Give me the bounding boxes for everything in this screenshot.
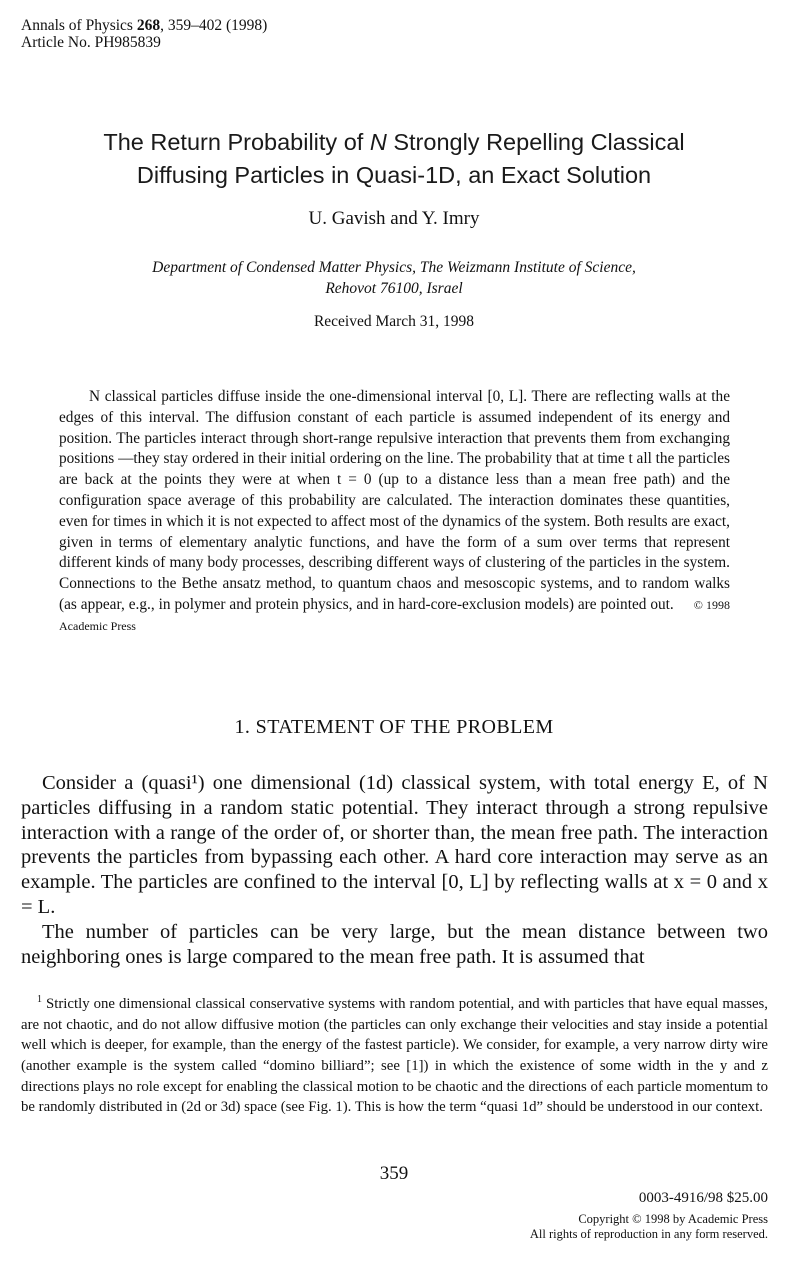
rights-notice: Copyright © 1998 by Academic Press All rights of reproduction in any form reserved.	[529, 1212, 768, 1241]
abstract	[59, 387, 730, 637]
page-number: 359	[379, 1163, 409, 1184]
abstract-text: N classical particles diffuse inside the one-dimensional interval [0, L]. There are reflecting walls at the edges of this interval. The diffusion constant of each particle is assumed independent of its energy and position. The particles interact through short-range repulsive interaction that prevents them from exchanging positions —they stay ordered in their initial ordering on the line. The probability that at time t all the particles are back at the points they were at when t = 0 (up to a distance less than a mean free path) and the configuration space average of this probability are calculated. The interaction dominates these quantities, even for times in which it is not expected to affect most of the dynamics of the system. Both results are exact, given in terms of elementary analytic functions, and have the form of a sum over terms that represent different kinds of many body processes, describing different ways of clustering of the particles in the system. Connections to the Bethe ansatz method, to quantum chaos and mesoscopic systems, and to random walks (as appear, e.g., in polymer and protein physics, and in hard-core-exclusion models) are pointed out.	[59, 388, 730, 613]
title-line-2: Diffusing Particles in Quasi-1D, an Exact Solution	[136, 162, 652, 188]
paragraph-2: The number of particles can be very large, but the mean distance between two neighboring ones is large compared to the mean free path. It is assumed that	[21, 920, 768, 968]
received-date: Received March 31, 1998	[313, 313, 475, 330]
abstract-copyright: © 1998 Academic Press	[59, 597, 730, 633]
volume-number: 268	[136, 17, 161, 34]
footnote	[21, 990, 768, 1118]
title-line-1: The Return Probability of N Strongly Repelling Classical	[103, 129, 685, 155]
authors: U. Gavish and Y. Imry	[308, 208, 480, 229]
issn-price: 0003-4916/98 $25.00	[638, 1190, 768, 1206]
article-number: Article No. PH985839	[21, 34, 161, 51]
section-heading: 1. STATEMENT OF THE PROBLEM	[234, 716, 554, 738]
paragraph-1: Consider a (quasi¹) one dimensional (1d) classical system, with total energy E, of N particles diffusing in a random static potential. They interact through a strong repulsive interaction with a range of the order of, or shorter than, the mean free path. The interaction prevents the particles from bypassing each other. A hard core interaction may serve as an example. The particles are confined to the interval [0, L] by reflecting walls at x = 0 and x = L.	[21, 772, 768, 918]
body-text	[21, 771, 768, 969]
paper-title	[0, 126, 788, 192]
journal-citation: Annals of Physics 268, 359–402 (1998)	[21, 17, 268, 34]
affiliation: Department of Condensed Matter Physics, The Weizmann Institute of Science, Rehovot 76100, Israel	[152, 259, 636, 297]
journal-header	[21, 17, 267, 51]
footnote-mark: 1	[37, 994, 42, 1005]
footnote-text: Strictly one dimensional classical conservative systems with random potential, and with particles that have equal masses, are not chaotic, and do not allow diffusive motion (the particles can only exchange their velocities and stay inside a potential well which is deeper, for example, than the energy of the fastest particle). We consider, for example, a very narrow dirty wire (another example is the system called “domino billiard”; see [1]) in which the existence of some width in the y and z directions plays no role except for enabling the classical motion to be chaotic and the directions of each particle momentum to be randomly distributed in (2d or 3d) space (see Fig. 1). This is how the term “quasi 1d” should be understood in our context.	[21, 995, 768, 1116]
